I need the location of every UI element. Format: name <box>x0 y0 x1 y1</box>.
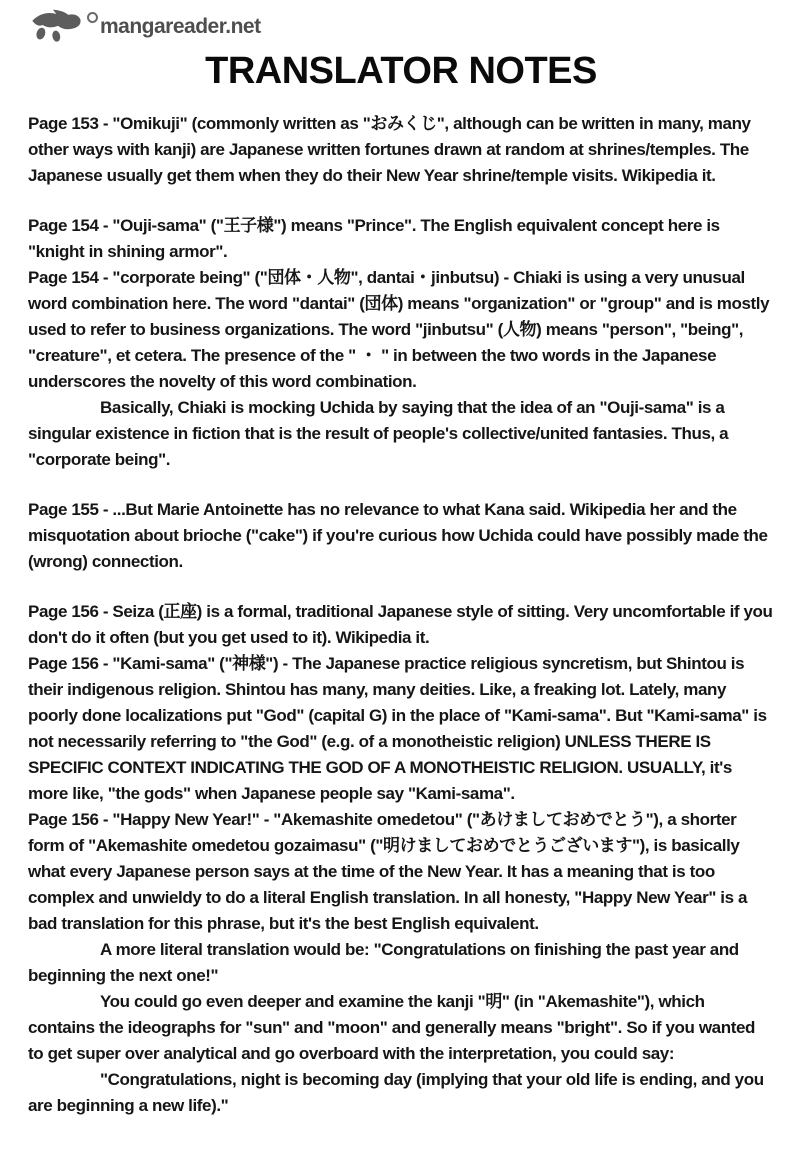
page-title: TRANSLATOR NOTES <box>205 50 597 92</box>
note-paragraph: A more literal translation would be: "Congratulations on finishing the past year and beginning the next one!" <box>28 940 739 985</box>
note-paragraph: Page 153 - "Omikuji" (commonly written as "おみくじ", although can be written in many, many other ways with kanji) are Japanese written fortunes drawn at random at shrines/temples. The Japanese usually get them when they do their New Year shrine/temple visits. Wikipedia it. <box>28 114 751 185</box>
notes-content <box>28 111 774 1119</box>
note-paragraph: Page 156 - "Happy New Year!" - "Akemashite omedetou" ("あけましておめでとう"), a shorter form of "Akemashite omedetou gozaimasu" ("明けましておめでとうございます"), is basically what every Japanese person says at the time of the New Year. It has a meaning that is too complex and unwieldy to do a literal English translation. In all honesty, "Happy New Year" is a bad translation for this phrase, but it's the best English equivalent. <box>28 810 748 933</box>
site-logo-text[interactable]: mangareader.net <box>100 15 261 38</box>
note-paragraph: You could go even deeper and examine the kanji "明" (in "Akemashite"), which contains the ideographs for "sun" and "moon" and generally means "bright". So if you wanted to get super over analytical and go overboard with the interpretation, you could say: <box>28 992 755 1063</box>
mangareader-logo-icon <box>30 7 86 48</box>
note-paragraph: Page 154 - "Ouji-sama" ("王子様") means "Prince". The English equivalent concept here is "knight in shining armor". <box>28 216 720 261</box>
site-logo[interactable] <box>30 8 774 46</box>
note-paragraph: "Congratulations, night is becoming day (implying that your old life is ending, and you are beginning a new life)." <box>28 1070 764 1115</box>
registered-mark-icon <box>87 12 98 23</box>
note-paragraph: Page 155 - ...But Marie Antoinette has no relevance to what Kana said. Wikipedia her and the misquotation about brioche ("cake") if you're curious how Uchida could have possibly made the (wrong) connection. <box>28 500 768 571</box>
note-paragraph: Basically, Chiaki is mocking Uchida by saying that the idea of an "Ouji-sama" is a singular existence in fiction that is the result of people's collective/united fantasies. Thus, a "corporate being". <box>28 398 729 469</box>
note-paragraph: Page 156 - "Kami-sama" ("神様") - The Japanese practice religious syncretism, but Shintou is their indigenous religion. Shintou has many, many deities. Like, a freaking lot. Lately, many poorly done localizations put "God" (capital G) in the place of "Kami-sama". But "Kami-sama" is not necessarily referring to "the God" (e.g. of a monotheistic religion) UNLESS THERE IS SPECIFIC CONTEXT INDICATING THE GOD OF A MONOTHEISTIC RELIGION. USUALLY, it's more like, "the gods" when Japanese people say "Kami-sama". <box>28 654 767 803</box>
note-paragraph: Page 156 - Seiza (正座) is a formal, traditional Japanese style of sitting. Very uncomfortable if you don't do it often (but you get used to it). Wikipedia it. <box>28 602 773 647</box>
note-paragraph: Page 154 - "corporate being" ("団体・人物", dantai・jinbutsu) - Chiaki is using a very unusual word combination here. The word "dantai" (団体) means "organization" or "group" and is mostly used to refer to business organizations. The word "jinbutsu" (人物) means "person", "being", "creature", et cetera. The presence of the " ・ " in between the two words in the Japanese underscores the novelty of this word combination. <box>28 268 770 391</box>
